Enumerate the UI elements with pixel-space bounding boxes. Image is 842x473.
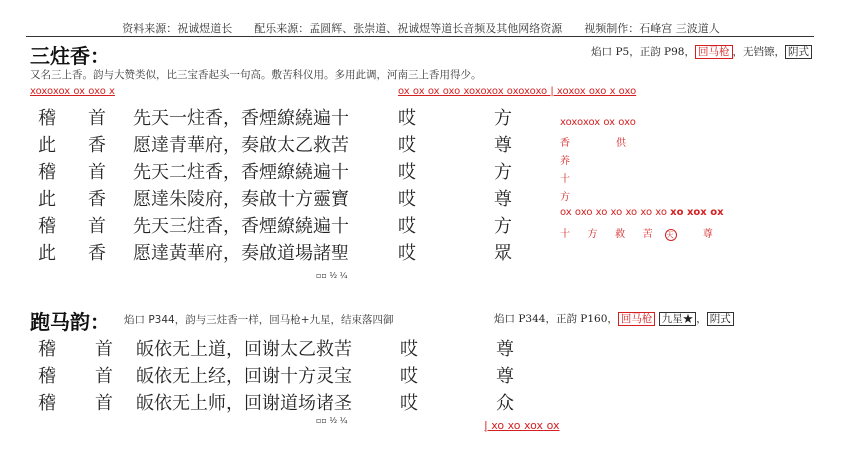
verse-end: 眾	[494, 243, 512, 264]
verse-hai: 哎	[398, 162, 416, 183]
verse-end: 方	[494, 216, 512, 237]
verse-hai: 哎	[398, 108, 416, 129]
verse-char2: 首	[95, 393, 113, 414]
page-header: 资料来源：祝诚煜道长 配乐来源：孟圆辉、张崇道、祝诚煜等道长音频及其他网络资源 视频制作：石峰宫 三波道人	[122, 22, 720, 35]
side-bottom-row	[560, 225, 715, 241]
side-bottom-char: 尊	[702, 229, 715, 240]
verse-line	[38, 104, 56, 130]
side-char-xiang: 香	[560, 138, 570, 149]
verse-char1: 此	[38, 243, 56, 264]
verse-char2: 香	[88, 135, 106, 156]
section2-description: 焰口 P344，韵与三炷香一样，回马枪+九星，结束落四御	[124, 314, 394, 326]
side-row1: xoxoxox ox oxo	[560, 117, 636, 128]
section1-meta	[591, 44, 812, 59]
section1-meta-prefix: 焰口 P5，正韵 P98，	[591, 46, 695, 58]
verse-char1: 此	[38, 189, 56, 210]
verse-end: 方	[494, 108, 512, 129]
verse-char1: 此	[38, 135, 56, 156]
verse-text: 先天三炷香，香煙繚繞遍十	[133, 216, 349, 237]
verse-text: 先天二炷香，香煙繚繞遍十	[133, 162, 349, 183]
side-col-char: 十	[560, 174, 570, 185]
verse-hai: 哎	[398, 216, 416, 237]
side-char-gong: 供	[616, 138, 626, 149]
verse-end: 尊	[494, 135, 512, 156]
section2-title: 跑马韵：	[30, 310, 110, 334]
verse-char2: 首	[88, 162, 106, 183]
section1-tag-huimaqiang: 回马枪	[695, 45, 733, 59]
side-bottom-char: 方	[587, 229, 600, 240]
side-bottom-char-circled: 天	[666, 231, 676, 239]
verse-char1: 稽	[38, 108, 56, 129]
section2-tag-yinshi: 阴式	[707, 312, 734, 326]
side-pattern-bold: xo xox ox	[670, 207, 724, 218]
verse-hai: 哎	[398, 135, 416, 156]
side-bottom-char: 救	[615, 229, 628, 240]
header-divider	[26, 36, 814, 37]
section1-footnote: ▫▫ ½ ¼	[316, 271, 348, 280]
verse-char1: 稽	[38, 216, 56, 237]
verse-char2: 首	[95, 366, 113, 387]
verse-char1: 稽	[38, 393, 56, 414]
verse-text: 愿達青華府，奏啟太乙救苦	[133, 135, 349, 156]
side-col-char: 方	[560, 192, 570, 203]
verse-char2: 首	[95, 339, 113, 360]
verse-char2: 香	[88, 243, 106, 264]
section2-footnote: ▫▫ ½ ¼	[316, 416, 348, 425]
section2-tag-huimaqiang: 回马枪	[618, 312, 656, 326]
verse-text: 皈依无上经，回谢十方灵宝	[136, 366, 352, 387]
verse-text: 愿達黃華府，奏啟道場諸聖	[133, 243, 349, 264]
section2-meta-prefix: 焰口 P344，正韵 P160，	[494, 313, 618, 325]
verse-hai: 哎	[398, 243, 416, 264]
verse-text: 皈依无上道，回谢太乙救苦	[136, 339, 352, 360]
verse-text: 愿達朱陵府，奏啟十方靈寶	[133, 189, 349, 210]
section1-description: 又名三上香。韵与大赞类似，比三宝香起头一句高。敷苦科仪用。多用此调，河南三上香用得少。	[30, 69, 482, 81]
verse-end: 方	[494, 162, 512, 183]
section2-tag-jiuxing: 九星★	[659, 312, 697, 326]
verse-text: 皈依无上师，回谢道场诸圣	[136, 393, 352, 414]
section1-title: 三炷香：	[30, 44, 110, 68]
verse-hai: 哎	[400, 393, 418, 414]
section1-meta-mid: ，无铛镲，	[732, 46, 785, 58]
section2-meta: 焰口 P344，正韵 P160， 回马枪 九星★ ， 阴式	[494, 311, 734, 326]
side-pattern: ox oxo xo xo xo xo xo	[560, 207, 667, 218]
side-bottom-char: 十	[560, 229, 572, 240]
section1-notation-left: xoxoxox ox oxo x	[30, 86, 115, 97]
verse-end: 尊	[496, 366, 514, 387]
verse-end: 众	[496, 393, 514, 414]
verse-char1: 稽	[38, 366, 56, 387]
section2-notation-end: | xo xo xox ox	[484, 419, 560, 432]
side-pattern-row	[560, 207, 724, 218]
verse-char2: 首	[88, 216, 106, 237]
section1-tag-yinshi: 阴式	[785, 45, 812, 59]
verse-end: 尊	[496, 339, 514, 360]
verse-hai: 哎	[398, 189, 416, 210]
side-bottom-char: 苦	[642, 229, 655, 240]
verse-end: 尊	[494, 189, 512, 210]
verse-char1: 稽	[38, 162, 56, 183]
verse-hai: 哎	[400, 366, 418, 387]
side-col-char: 养	[560, 156, 570, 167]
verse-char1: 稽	[38, 339, 56, 360]
verse-hai: 哎	[400, 339, 418, 360]
section1-notation-right: ox ox ox oxo xoxoxox oxoxoxo | xoxox oxo x oxo	[398, 86, 637, 97]
verse-char2: 首	[88, 108, 106, 129]
verse-text: 先天一炷香，香煙繚繞遍十	[133, 108, 349, 129]
verse-char2: 香	[88, 189, 106, 210]
